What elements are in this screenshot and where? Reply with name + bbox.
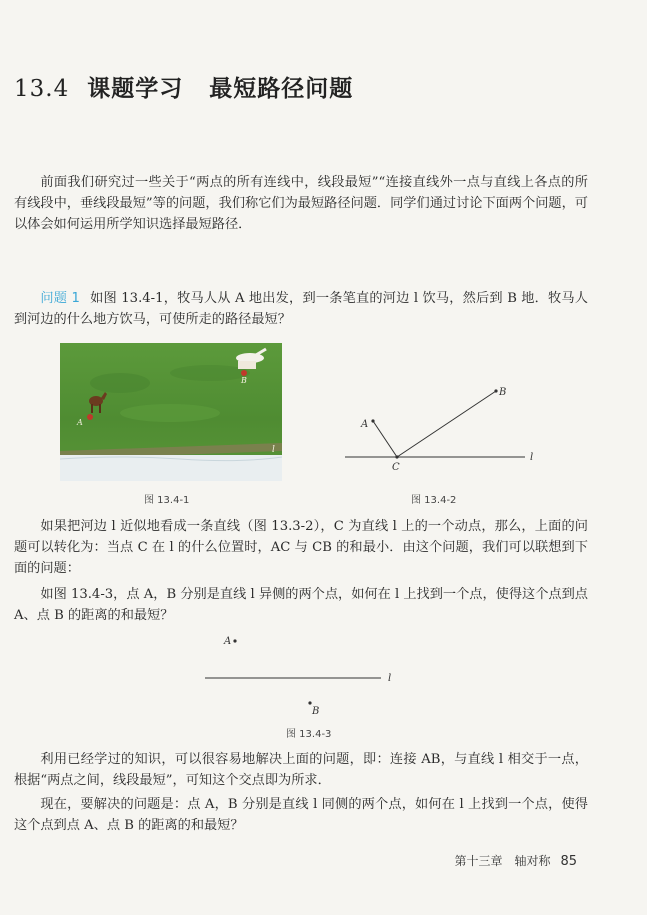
figure-13-4-3-diagram (195, 630, 405, 718)
section-number: 13.4 (14, 76, 70, 102)
page-number: 85 (560, 854, 577, 869)
figure-13-4-2-diagram (340, 380, 540, 480)
figure-13-4-1-illustration (60, 343, 282, 481)
fig1-label-l: l (272, 445, 275, 455)
fig1-label-b: B (241, 376, 247, 385)
fig2-point-a (371, 419, 374, 422)
point-a-marker (87, 414, 93, 420)
pasture-scene (60, 343, 282, 481)
figure-13-4-3-caption: 图 13.4-3 (286, 729, 332, 740)
fig3-label-b: B (312, 706, 320, 717)
fig3-point-b (308, 701, 311, 704)
fig2-point-c (395, 455, 398, 458)
section-topic: 课题学习 (87, 76, 184, 102)
fig3-label-a: A (224, 636, 232, 647)
fig3-label-l: l (388, 673, 392, 684)
problem-1-text: 如图 13.4-1，牧马人从 A 地出发，到一条笔直的河边 l 饮马，然后到 B 地．牧马人到河边的什么地方饮马，可使所走的路径最短？ (14, 291, 588, 327)
segment-ac (373, 421, 397, 457)
problem-1-label: 问题 1 (40, 291, 80, 306)
section-heading (14, 70, 353, 103)
problem-1-paragraph (14, 288, 588, 330)
fig2-label-a: A (361, 419, 369, 430)
segment-cb (397, 391, 496, 457)
fig2-label-b: B (499, 387, 507, 398)
fig2-label-l: l (530, 452, 534, 463)
fig3-point-a (233, 639, 236, 642)
section-title: 最短路径问题 (209, 76, 354, 102)
figure-13-4-2-caption: 图 13.4-2 (411, 495, 457, 506)
figure-13-4-1-caption: 图 13.4-1 (144, 495, 190, 506)
solution-paragraph: 利用已经学过的知识，可以很容易地解决上面的问题，即：连接 AB，与直线 l 相交于一点，根据“两点之间，线段最短”，可知这个交点即为所求． (14, 752, 588, 788)
fig2-label-c: C (392, 462, 400, 473)
footer-chapter: 第十三章 轴对称 (454, 854, 551, 868)
fig1-label-a: A (77, 418, 83, 427)
transform-paragraph: 如果把河边 l 近似地看成一条直线（图 13.3-2），C 为直线 l 上的一个动点，那么，上面的问题可以转化为：当点 C 在 l 的什么位置时，AC 与 CB 的和最小．由这个问题，我们可以联想到下面的问题： (14, 519, 588, 576)
horse-icon (89, 392, 107, 413)
figure-3-question-paragraph: 如图 13.4-3，点 A，B 分别是直线 l 异侧的两个点，如何在 l 上找到一个点，使得这个点到点 A、点 B 的距离的和最短？ (14, 587, 588, 623)
page-footer (454, 852, 577, 869)
fig2-point-b (494, 389, 497, 392)
current-problem-paragraph: 现在，要解决的问题是：点 A，B 分别是直线 l 同侧的两个点，如何在 l 上找到一个点，使得这个点到点 A、点 B 的距离的和最短？ (14, 797, 588, 833)
intro-paragraph: 前面我们研究过一些关于“两点的所有连线中，线段最短”“连接直线外一点与直线上各点的所有线段中，垂线段最短”等的问题，我们称它们为最短路径问题．同学们通过讨论下面两个问题，可以体会如何运用所学知识选择最短路径． (14, 175, 588, 232)
